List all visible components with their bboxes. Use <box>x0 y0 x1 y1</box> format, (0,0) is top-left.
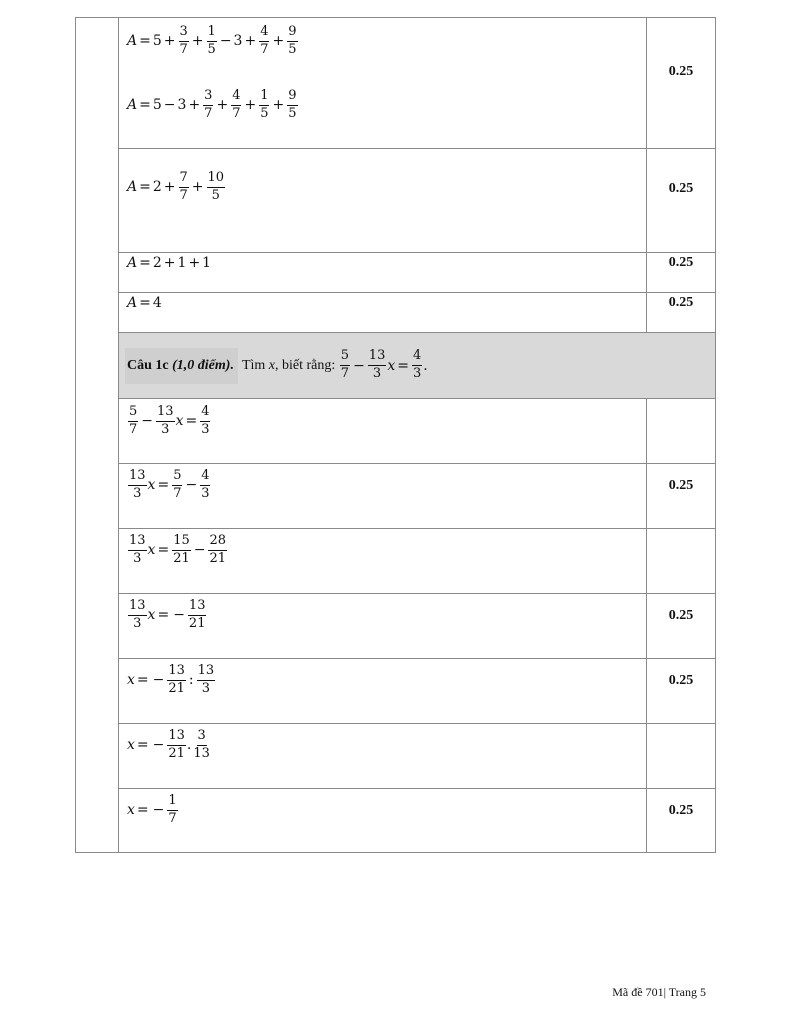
solution-cell <box>119 18 647 148</box>
score-cell <box>647 724 715 788</box>
solution-cell <box>119 399 647 463</box>
math-line: $\frac{13}{3}$ x = $\frac{5}{7}$ − $\frac{4}{3}$ <box>129 468 210 501</box>
math-line: x = − $\frac{13}{21}$ : $\frac{13}{3}$ <box>127 663 215 696</box>
score-value: 0.25 <box>668 181 694 196</box>
score-value: 0.25 <box>668 64 694 79</box>
answer-table <box>75 17 716 853</box>
solution-cell <box>119 594 647 658</box>
table-row <box>119 18 715 149</box>
score-value: 0.25 <box>668 673 694 688</box>
score-cell <box>647 789 715 852</box>
question-cell <box>119 333 715 398</box>
score-value: 0.25 <box>668 295 694 310</box>
math-line: A = 4 <box>127 295 162 311</box>
solution-cell <box>119 293 647 332</box>
table-row <box>119 659 715 724</box>
math-line: A = 5 − 3 + $\frac{3}{7}$ + $\frac{4}{7}$ + $\frac{1}{5}$ + $\frac{9}{5}$ <box>127 88 297 121</box>
score-value: 0.25 <box>668 608 694 623</box>
score-value: 0.25 <box>668 478 694 493</box>
score-cell <box>647 529 715 593</box>
math-line: $\frac{13}{3}$ x = $\frac{15}{21}$ − $\frac{28}{21}$ <box>129 533 227 566</box>
question-header-row <box>119 333 715 399</box>
solution-cell <box>119 724 647 788</box>
solution-cell <box>119 149 647 252</box>
score-cell <box>647 594 715 658</box>
table-row <box>119 594 715 659</box>
question-text: Câu 1c (1,0 điểm). Tìm x , biết rằng: $\frac{5}{7}$ − $\frac{13}{3}$ x = $\frac{4}{3}$ . <box>125 333 428 398</box>
solution-cell <box>119 464 647 528</box>
score-cell <box>647 399 715 463</box>
table-row <box>119 789 715 852</box>
score-cell <box>647 659 715 723</box>
score-cell <box>647 464 715 528</box>
question-number-column <box>76 18 119 852</box>
score-cell <box>647 149 715 252</box>
score-cell <box>647 253 715 292</box>
math-line: A = 2 + $\frac{7}{7}$ + $\frac{10}{5}$ <box>127 170 225 203</box>
solution-cell <box>119 789 647 852</box>
solution-cell <box>119 529 647 593</box>
math-line: A = 5 + $\frac{3}{7}$ + $\frac{1}{5}$ − 3 + $\frac{4}{7}$ + $\frac{9}{5}$ <box>127 24 297 57</box>
table-row <box>119 399 715 464</box>
math-line: A = 2 + 1 + 1 <box>127 255 212 271</box>
page-footer: Mã đề 701| Trang 5 <box>612 985 706 999</box>
math-line: $\frac{5}{7}$ − $\frac{13}{3}$ x = $\frac{4}{3}$ <box>129 404 210 437</box>
table-row <box>119 464 715 529</box>
solution-cell <box>119 659 647 723</box>
table-row <box>119 293 715 333</box>
score-value: 0.25 <box>668 255 694 270</box>
math-line: $\frac{13}{3}$ x = − $\frac{13}{21}$ <box>129 598 206 631</box>
score-value: 0.25 <box>668 803 694 818</box>
table-row <box>119 724 715 789</box>
question-label: Câu 1c (1,0 điểm). <box>125 348 238 384</box>
math-line: x = − $\frac{13}{21}$ . $\frac{3}{13}$ <box>127 728 210 761</box>
math-line: x = − $\frac{1}{7}$ <box>127 793 177 826</box>
table-row <box>119 529 715 594</box>
table-row <box>119 253 715 293</box>
score-cell <box>647 293 715 332</box>
math-line: $\frac{5}{7}$ − $\frac{13}{3}$ x = $\frac{4}{3}$ . <box>340 348 428 381</box>
solution-cell <box>119 253 647 292</box>
score-cell <box>647 18 715 148</box>
table-row <box>119 149 715 253</box>
